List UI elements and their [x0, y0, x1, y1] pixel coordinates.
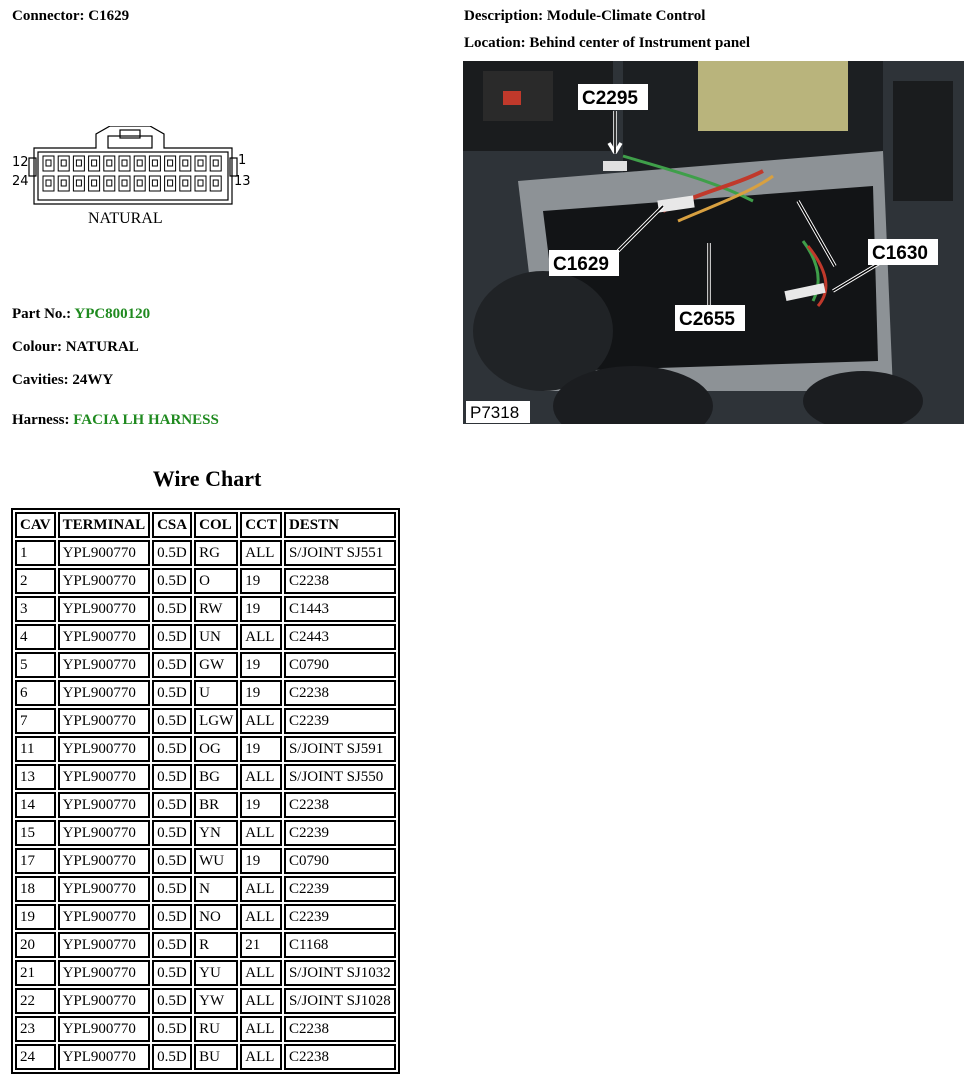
- cell-destn: C2238: [284, 680, 396, 706]
- cavity-9: [89, 156, 100, 171]
- harness-label: [12, 411, 219, 429]
- table-row: [15, 708, 396, 734]
- connector-id: C1629: [88, 8, 130, 24]
- cell-cct: 19: [240, 792, 282, 818]
- cell-terminal: YPL900770: [58, 988, 151, 1014]
- callout-c2655: C2655: [679, 309, 735, 330]
- cell-cct: ALL: [240, 820, 282, 846]
- table-row: [15, 764, 396, 790]
- cavities-label: [12, 371, 113, 389]
- cavity-terminal-12: [46, 160, 51, 166]
- cavity-13: [210, 176, 221, 191]
- cavity-terminal-7: [122, 160, 127, 166]
- cavity-8: [104, 156, 115, 171]
- cell-csa: 0.5D: [152, 848, 192, 874]
- cell-csa: 0.5D: [152, 1044, 192, 1070]
- cell-col: R: [194, 932, 238, 958]
- cell-destn: S/JOINT SJ550: [284, 764, 396, 790]
- cell-csa: 0.5D: [152, 596, 192, 622]
- cell-cav: 2: [15, 568, 56, 594]
- cell-cav: 7: [15, 708, 56, 734]
- pin-label-13: 13: [234, 174, 251, 189]
- cell-destn: C2443: [284, 624, 396, 650]
- cavity-terminal-18: [137, 180, 142, 186]
- table-row: [15, 568, 396, 594]
- cell-terminal: YPL900770: [58, 764, 151, 790]
- cell-csa: 0.5D: [152, 960, 192, 986]
- callout-c2295: C2295: [582, 88, 638, 109]
- cell-cav: 23: [15, 1016, 56, 1042]
- cell-csa: 0.5D: [152, 624, 192, 650]
- cell-cct: 19: [240, 596, 282, 622]
- colour-value: NATURAL: [65, 339, 139, 355]
- connector-colour-caption: NATURAL: [88, 210, 163, 227]
- table-row: [15, 792, 396, 818]
- callout-c1629: C1629: [553, 254, 609, 275]
- location-photo: [463, 61, 964, 424]
- cavity-terminal-3: [183, 160, 188, 166]
- cell-cav: 6: [15, 680, 56, 706]
- cell-destn: C0790: [284, 652, 396, 678]
- description-label: [464, 7, 705, 25]
- cavity-22: [73, 176, 84, 191]
- cell-cct: ALL: [240, 708, 282, 734]
- cell-terminal: YPL900770: [58, 1044, 151, 1070]
- cavities-label-text: Cavities:: [12, 372, 69, 388]
- cavity-10: [73, 156, 84, 171]
- location-value: Behind center of Instrument panel: [529, 35, 750, 51]
- cell-cav: 18: [15, 876, 56, 902]
- cell-csa: 0.5D: [152, 736, 192, 762]
- cell-cct: ALL: [240, 764, 282, 790]
- cell-col: RU: [194, 1016, 238, 1042]
- cell-csa: 0.5D: [152, 932, 192, 958]
- table-row: [15, 960, 396, 986]
- cavity-20: [104, 176, 115, 191]
- cell-destn: C2239: [284, 708, 396, 734]
- location-label: [464, 34, 750, 52]
- cell-terminal: YPL900770: [58, 736, 151, 762]
- cavity-1: [210, 156, 221, 171]
- location-photo-graphic: [463, 61, 964, 424]
- cell-destn: C2239: [284, 876, 396, 902]
- cavity-terminal-19: [122, 180, 127, 186]
- cell-col: O: [194, 568, 238, 594]
- cell-cav: 24: [15, 1044, 56, 1070]
- cavity-terminal-6: [137, 160, 142, 166]
- cell-col: RW: [194, 596, 238, 622]
- cavity-6: [134, 156, 145, 171]
- cavities-value: 24WY: [72, 372, 114, 388]
- cavity-terminal-5: [152, 160, 157, 166]
- wire-chart-body: [15, 540, 396, 1070]
- cell-terminal: YPL900770: [58, 876, 151, 902]
- cavity-18: [134, 176, 145, 191]
- cell-col: RG: [194, 540, 238, 566]
- cell-cct: ALL: [240, 876, 282, 902]
- cavity-terminal-14: [198, 180, 203, 186]
- cell-cct: ALL: [240, 988, 282, 1014]
- cell-destn: S/JOINT SJ551: [284, 540, 396, 566]
- cell-col: OG: [194, 736, 238, 762]
- cavity-terminal-20: [107, 180, 112, 186]
- cell-cav: 17: [15, 848, 56, 874]
- cavity-terminal-8: [107, 160, 112, 166]
- cavity-2: [195, 156, 206, 171]
- cell-cav: 22: [15, 988, 56, 1014]
- cavity-4: [165, 156, 176, 171]
- cell-destn: C2238: [284, 792, 396, 818]
- cavity-terminal-17: [152, 180, 157, 186]
- cavity-14: [195, 176, 206, 191]
- part-no-value: YPC800120: [74, 306, 151, 322]
- cell-cct: ALL: [240, 540, 282, 566]
- pin-label-1: 1: [238, 153, 247, 168]
- cavity-3: [180, 156, 191, 171]
- cell-terminal: YPL900770: [58, 568, 151, 594]
- cell-cct: 19: [240, 680, 282, 706]
- cavity-terminal-9: [92, 160, 97, 166]
- cell-destn: C2239: [284, 904, 396, 930]
- cavity-terminal-11: [61, 160, 66, 166]
- colour-label-text: Colour:: [12, 339, 62, 355]
- cell-col: WU: [194, 848, 238, 874]
- connector-label-text: Connector:: [12, 8, 85, 24]
- connector-label: [12, 7, 129, 25]
- cavity-terminal-22: [76, 180, 81, 186]
- cell-terminal: YPL900770: [58, 932, 151, 958]
- cavity-terminal-10: [76, 160, 81, 166]
- cell-destn: C2238: [284, 1044, 396, 1070]
- cell-cct: 21: [240, 932, 282, 958]
- cell-cav: 13: [15, 764, 56, 790]
- harness-value: FACIA LH HARNESS: [73, 412, 219, 428]
- callout-c1630: C1630: [872, 243, 928, 264]
- cell-csa: 0.5D: [152, 764, 192, 790]
- part-no-label-text: Part No.:: [12, 306, 72, 322]
- cavity-terminal-1: [213, 160, 218, 166]
- cell-cct: 19: [240, 848, 282, 874]
- table-row: [15, 680, 396, 706]
- cell-cct: 19: [240, 736, 282, 762]
- cell-cav: 20: [15, 932, 56, 958]
- description-label-text: Description:: [464, 8, 544, 24]
- colour-label: [12, 338, 139, 356]
- cell-cct: 19: [240, 568, 282, 594]
- cell-col: YN: [194, 820, 238, 846]
- photo-reference: P7318: [470, 403, 520, 422]
- cell-terminal: YPL900770: [58, 820, 151, 846]
- cell-col: BU: [194, 1044, 238, 1070]
- cavity-terminal-13: [213, 180, 218, 186]
- cell-csa: 0.5D: [152, 820, 192, 846]
- cell-terminal: YPL900770: [58, 596, 151, 622]
- cell-terminal: YPL900770: [58, 960, 151, 986]
- cavity-5: [149, 156, 160, 171]
- cell-cav: 11: [15, 736, 56, 762]
- cell-csa: 0.5D: [152, 792, 192, 818]
- cell-destn: C2238: [284, 1016, 396, 1042]
- cavity-terminal-23: [61, 180, 66, 186]
- cell-terminal: YPL900770: [58, 848, 151, 874]
- harness-label-text: Harness:: [12, 412, 70, 428]
- pin-label-12: 12: [12, 155, 29, 170]
- cavity-terminal-21: [92, 180, 97, 186]
- table-row: [15, 932, 396, 958]
- cavity-12: [43, 156, 54, 171]
- cell-col: UN: [194, 624, 238, 650]
- cell-destn: C1168: [284, 932, 396, 958]
- cell-destn: C0790: [284, 848, 396, 874]
- cell-terminal: YPL900770: [58, 1016, 151, 1042]
- cell-terminal: YPL900770: [58, 680, 151, 706]
- header-destn: DESTN: [284, 512, 396, 538]
- cell-destn: C2238: [284, 568, 396, 594]
- cell-cav: 4: [15, 624, 56, 650]
- table-row: [15, 540, 396, 566]
- cell-cct: 19: [240, 652, 282, 678]
- wire-chart-title: Wire Chart: [152, 466, 262, 491]
- cell-col: GW: [194, 652, 238, 678]
- cell-destn: C1443: [284, 596, 396, 622]
- cavity-15: [180, 176, 191, 191]
- connector-face-diagram: [10, 126, 260, 228]
- cell-terminal: YPL900770: [58, 624, 151, 650]
- cell-terminal: YPL900770: [58, 708, 151, 734]
- cell-col: NO: [194, 904, 238, 930]
- cell-cav: 1: [15, 540, 56, 566]
- cavity-19: [119, 176, 130, 191]
- cell-csa: 0.5D: [152, 680, 192, 706]
- cell-col: YU: [194, 960, 238, 986]
- cell-destn: S/JOINT SJ1032: [284, 960, 396, 986]
- cell-cav: 5: [15, 652, 56, 678]
- table-row: [15, 820, 396, 846]
- header-cct: CCT: [240, 512, 282, 538]
- table-row: [15, 652, 396, 678]
- cell-csa: 0.5D: [152, 988, 192, 1014]
- cell-destn: C2239: [284, 820, 396, 846]
- cell-csa: 0.5D: [152, 904, 192, 930]
- cell-cav: 3: [15, 596, 56, 622]
- table-row: [15, 904, 396, 930]
- cavity-24: [43, 176, 54, 191]
- wire-chart-header-row: [15, 512, 396, 538]
- cell-terminal: YPL900770: [58, 652, 151, 678]
- header-terminal: TERMINAL: [58, 512, 151, 538]
- cavity-terminal-4: [168, 160, 173, 166]
- cell-cct: ALL: [240, 1016, 282, 1042]
- cell-csa: 0.5D: [152, 568, 192, 594]
- wire-chart-table: [11, 508, 400, 1074]
- table-row: [15, 1016, 396, 1042]
- description-value: Module-Climate Control: [546, 8, 706, 24]
- cavity-terminal-2: [198, 160, 203, 166]
- cell-col: LGW: [194, 708, 238, 734]
- cell-csa: 0.5D: [152, 876, 192, 902]
- cavity-16: [165, 176, 176, 191]
- cavity-terminal-24: [46, 180, 51, 186]
- cell-col: N: [194, 876, 238, 902]
- cell-cav: 19: [15, 904, 56, 930]
- cavity-terminal-15: [183, 180, 188, 186]
- table-row: [15, 876, 396, 902]
- cell-terminal: YPL900770: [58, 540, 151, 566]
- table-row: [15, 848, 396, 874]
- cell-cav: 15: [15, 820, 56, 846]
- cell-col: U: [194, 680, 238, 706]
- cell-cct: ALL: [240, 624, 282, 650]
- table-row: [15, 596, 396, 622]
- cell-destn: S/JOINT SJ591: [284, 736, 396, 762]
- cavity-17: [149, 176, 160, 191]
- cell-csa: 0.5D: [152, 1016, 192, 1042]
- header-col: COL: [194, 512, 238, 538]
- cell-cav: 14: [15, 792, 56, 818]
- cell-cct: ALL: [240, 960, 282, 986]
- cavity-11: [58, 156, 69, 171]
- table-row: [15, 624, 396, 650]
- location-label-text: Location:: [464, 35, 526, 51]
- cell-terminal: YPL900770: [58, 904, 151, 930]
- cell-destn: S/JOINT SJ1028: [284, 988, 396, 1014]
- pin-label-24: 24: [12, 174, 29, 189]
- cell-csa: 0.5D: [152, 708, 192, 734]
- cell-col: BR: [194, 792, 238, 818]
- cell-col: YW: [194, 988, 238, 1014]
- cavity-7: [119, 156, 130, 171]
- table-row: [15, 736, 396, 762]
- cavity-23: [58, 176, 69, 191]
- table-row: [15, 988, 396, 1014]
- cell-terminal: YPL900770: [58, 792, 151, 818]
- cell-cav: 21: [15, 960, 56, 986]
- table-row: [15, 1044, 396, 1070]
- cell-col: BG: [194, 764, 238, 790]
- cell-csa: 0.5D: [152, 540, 192, 566]
- header-cav: CAV: [15, 512, 56, 538]
- cavity-21: [89, 176, 100, 191]
- cavity-terminal-16: [168, 180, 173, 186]
- part-no-label: [12, 305, 150, 323]
- cell-cct: ALL: [240, 1044, 282, 1070]
- header-csa: CSA: [152, 512, 192, 538]
- cell-cct: ALL: [240, 904, 282, 930]
- cell-csa: 0.5D: [152, 652, 192, 678]
